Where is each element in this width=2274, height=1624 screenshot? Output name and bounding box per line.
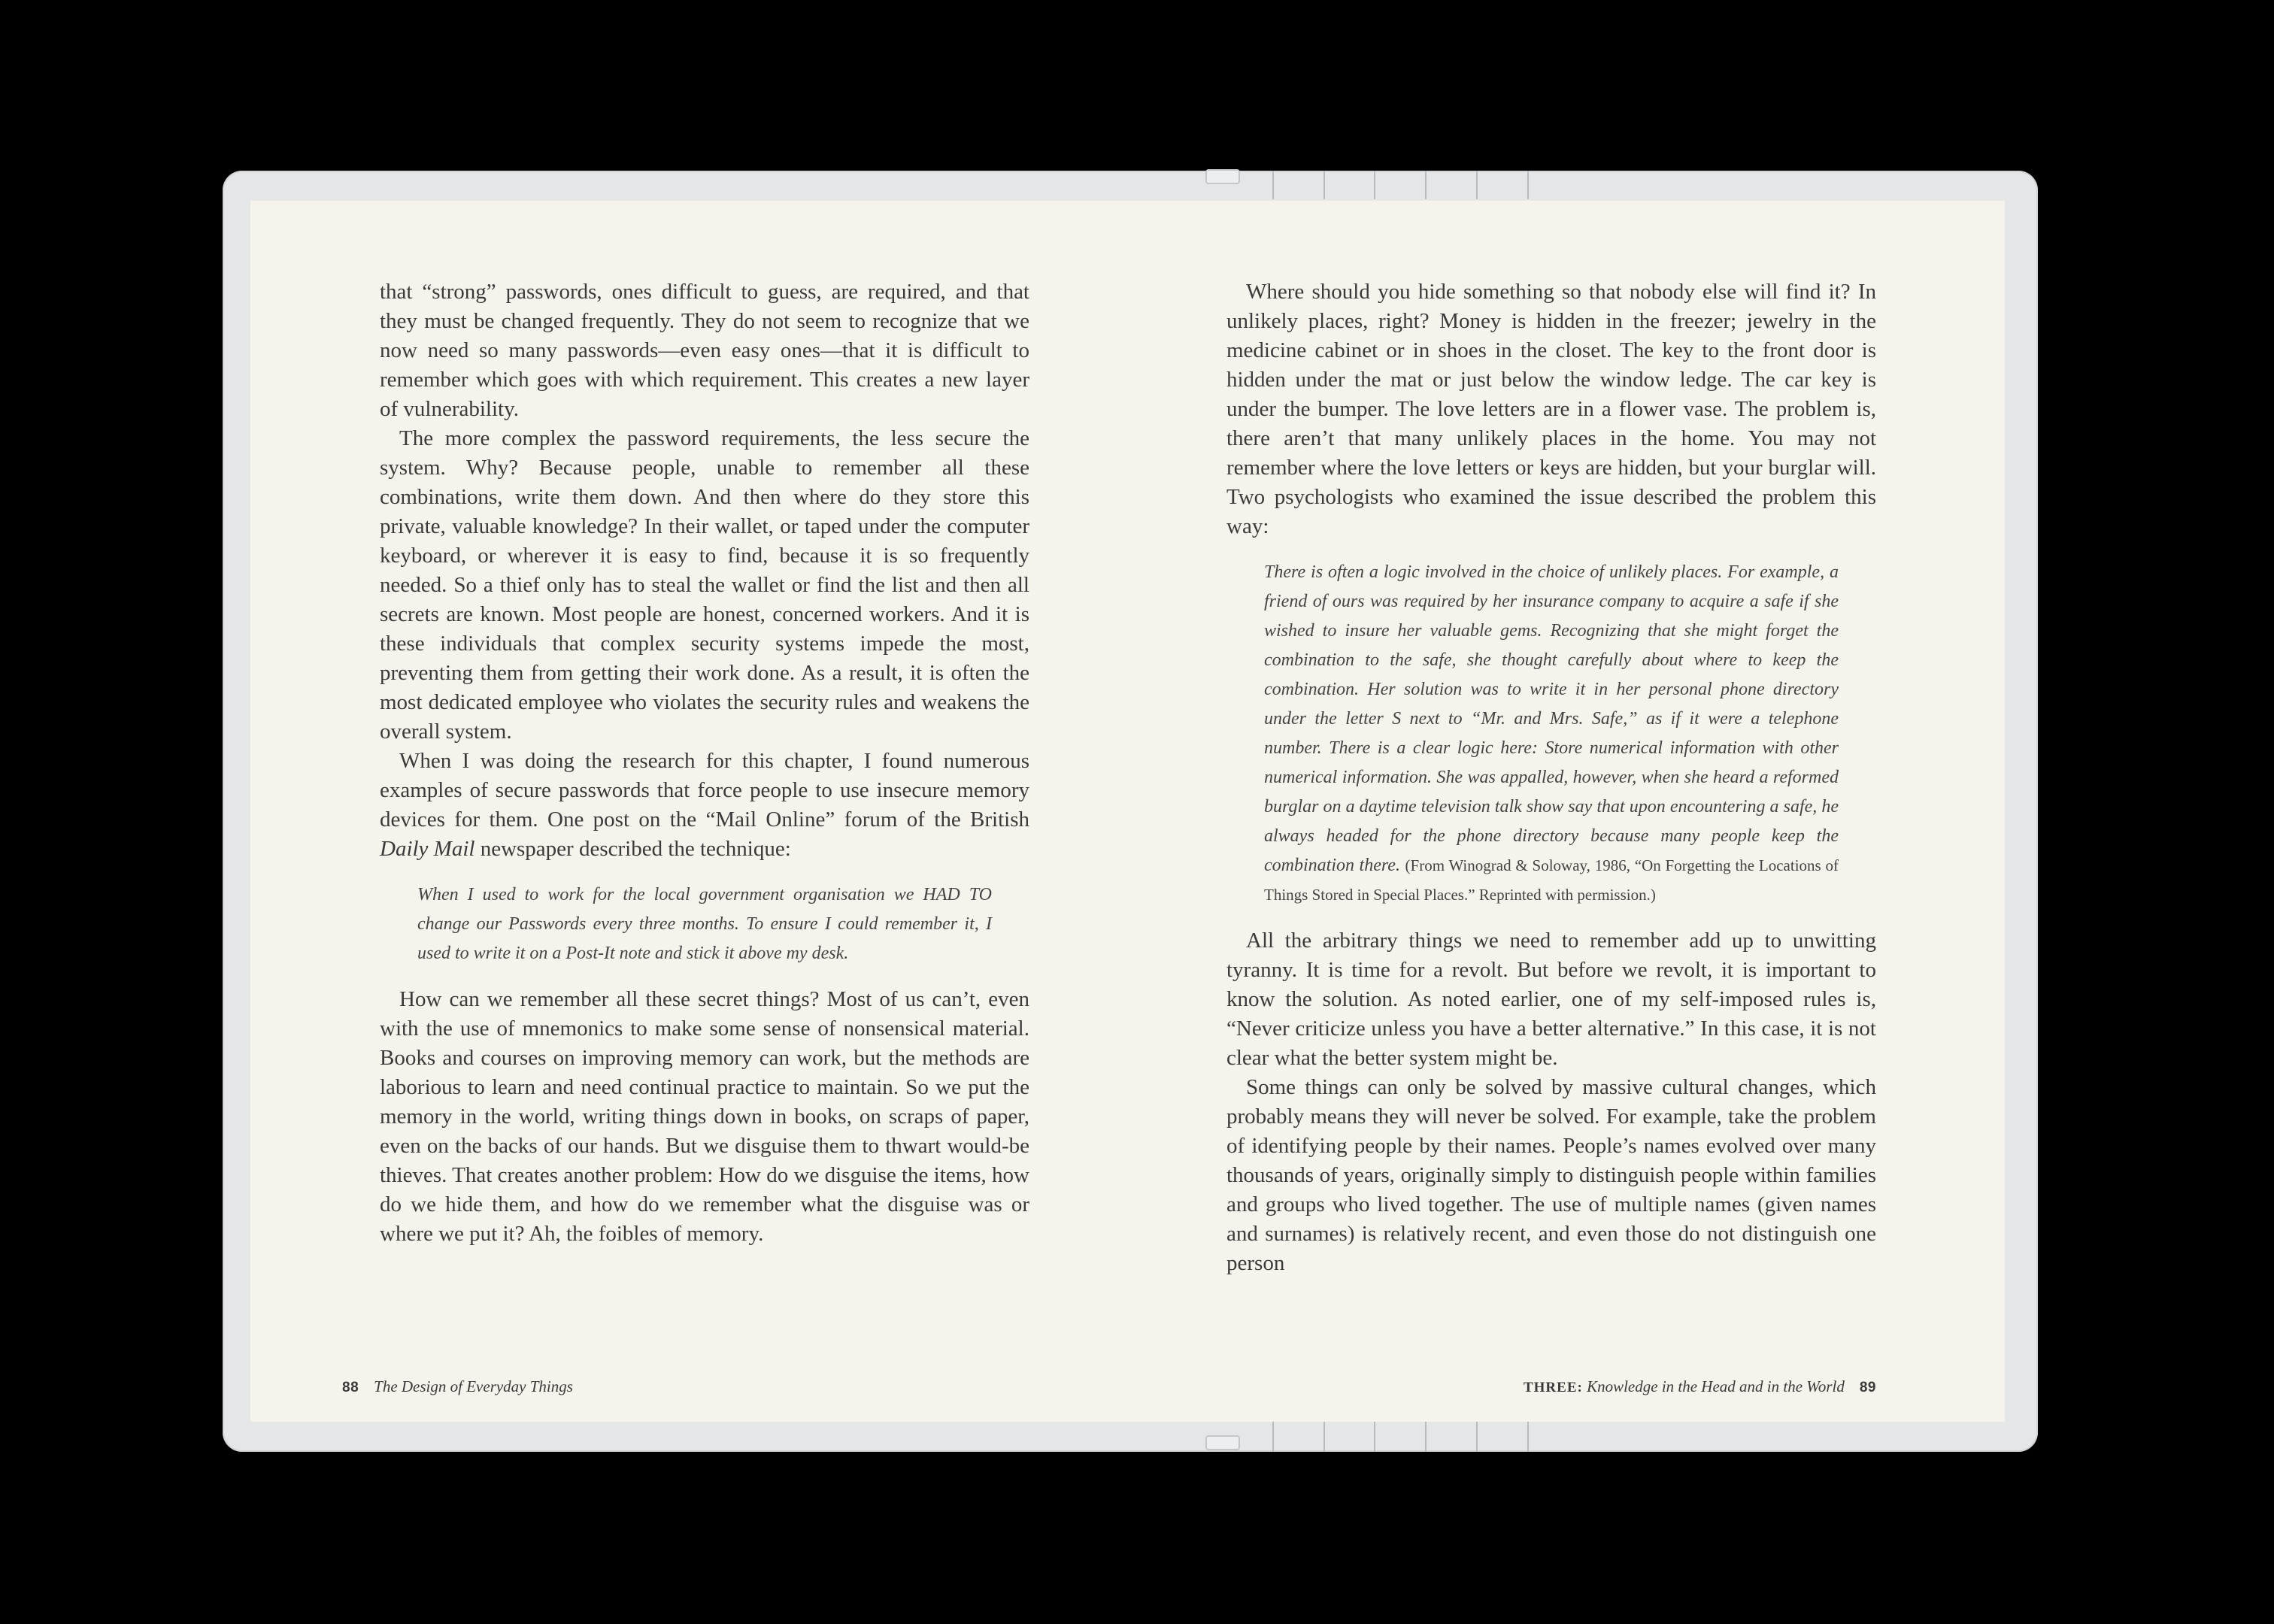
right-page-footer (1524, 1377, 1876, 1396)
hinge-mark (1527, 171, 1529, 199)
hinge-mark (1272, 171, 1274, 199)
block-quote: When I used to work for the local government organisation we HAD TO change our Passwords every three months. To ensure I could remember it, I used to write it on a Post-It note and stick it above my desk. (417, 885, 992, 963)
right-page-text (1226, 277, 1876, 1278)
reading-screen[interactable] (250, 201, 2005, 1422)
chapter-title: Knowledge in the Head and in the World (1587, 1377, 1845, 1395)
quote-source: (From Winograd & Soloway, 1986, “On Forgetting the Locations of Things Stored in Special Places.” Reprinted with permission.) (1264, 856, 1839, 904)
hinge-mark (1374, 171, 1375, 199)
left-page-text (380, 277, 1029, 1249)
hinge-notch-bottom (1205, 1435, 1240, 1450)
paragraph: Where should you hide something so that nobody else will find it? In unlikely places, right? Money is hidden in the freezer; jewelry in the medicine cabinet or in shoes in the closet. The key to the front door is hidden under the mat or just below the window ledge. The car key is under the bumper. The love letters are in a flower vase. The problem is, there aren’t that many unlikely places in the home. You may not remember where the love letters or keys are hidden, but your burglar will. Two psychologists who examined the issue described the problem this way: (1226, 280, 1876, 538)
left-page-footer (342, 1377, 573, 1396)
paragraph: The more complex the password requirements, the less secure the system. Why? Because people, unable to remember all these combinations, write them down. And then where do they store this private, valuable knowledge? In their wallet, or taped under the computer keyboard, or wherever it is easy to find, because it is so frequently needed. So a thief only has to steal the wallet or find the list and then all secrets are known. Most people are honest, concerned workers. And it is these individuals that complex security systems impede the most, preventing them from getting their work done. As a result, it is often the most dedicated employee who violates the security rules and weakens the overall system. (380, 426, 1029, 744)
chapter-label: THREE: (1523, 1380, 1583, 1395)
hinge-mark (1476, 171, 1478, 199)
hinge-mark (1425, 1422, 1427, 1452)
ereader-device-frame (223, 171, 2038, 1452)
hinge-mark (1323, 1422, 1325, 1452)
publication-name: Daily Mail (380, 837, 475, 861)
paragraph: that “strong” passwords, ones difficult to guess, are required, and that they must be changed frequently. They do not seem to recognize that we now need so many passwords—even easy ones—that it is difficult to remember which goes with which requirement. This creates a new layer of vulnerability. (380, 280, 1029, 421)
hinge-mark (1272, 1422, 1274, 1452)
paragraph-text: When I was doing the research for this chapter, I found numerous examples of secure passwords that force people to use insecure memory devices for them. One post on the “Mail Online” forum of the British (380, 749, 1029, 832)
block-quote (1264, 558, 1839, 910)
paragraph: Some things can only be solved by massive cultural changes, which probably means they will never be solved. For example, take the problem of identifying people by their names. People’s names evolved over many thousands of years, originally simply to distinguish people within families and groups who lived together. The use of multiple names (given names and surnames) is relatively recent, and even those do not distinguish one person (1226, 1075, 1876, 1275)
right-page[interactable] (1128, 201, 2005, 1422)
quote-text: There is often a logic involved in the choice of unlikely places. For example, a friend of ours was required by her insurance company to acquire a safe if she wished to insure her valuable gems. Recognizing that she might forget the combination to the safe, she thought carefully about where to keep the combination. Her solution was to write it in her personal phone directory under the letter S next to “Mr. and Mrs. Safe,” as if it were a telephone number. There is a clear logic here: Store numerical information with other numerical information. She was appalled, however, when she heard a reformed burglar on a daytime television talk show say that upon encountering a safe, he always headed for the phone directory because many people keep the combination there. (1264, 562, 1839, 875)
hinge-mark (1323, 171, 1325, 199)
hinge-mark (1476, 1422, 1478, 1452)
page-number: 89 (1859, 1380, 1876, 1395)
paragraph: How can we remember all these secret things? Most of us can’t, even with the use of mnemonics to make some sense of nonsensical material. Books and courses on improving memory can work, but the methods are laborious to learn and need continual practice to maintain. So we put the memory in the world, writing things down in books, on scraps of paper, even on the backs of our hands. But we disguise them to thwart would-be thieves. That creates another problem: How do we disguise the items, how do we hide them, and how do we remember what the disguise was or where we put it? Ah, the foibles of memory. (380, 987, 1029, 1246)
hinge-notch-top (1205, 169, 1240, 184)
paragraph: All the arbitrary things we need to remember add up to unwitting tyranny. It is time for a revolt. But before we revolt, it is important to know the solution. As noted earlier, one of my self-imposed rules is, “Never criticize unless you have a better alternative.” In this case, it is not clear what the better system might be. (1226, 929, 1876, 1070)
hinge-mark (1527, 1422, 1529, 1452)
book-title: The Design of Everyday Things (374, 1377, 573, 1395)
hinge-mark (1425, 171, 1427, 199)
paragraph (380, 747, 1029, 864)
left-page[interactable] (250, 201, 1127, 1422)
paragraph-text: newspaper described the technique: (475, 837, 791, 861)
hinge-mark (1374, 1422, 1375, 1452)
page-number: 88 (342, 1380, 359, 1395)
